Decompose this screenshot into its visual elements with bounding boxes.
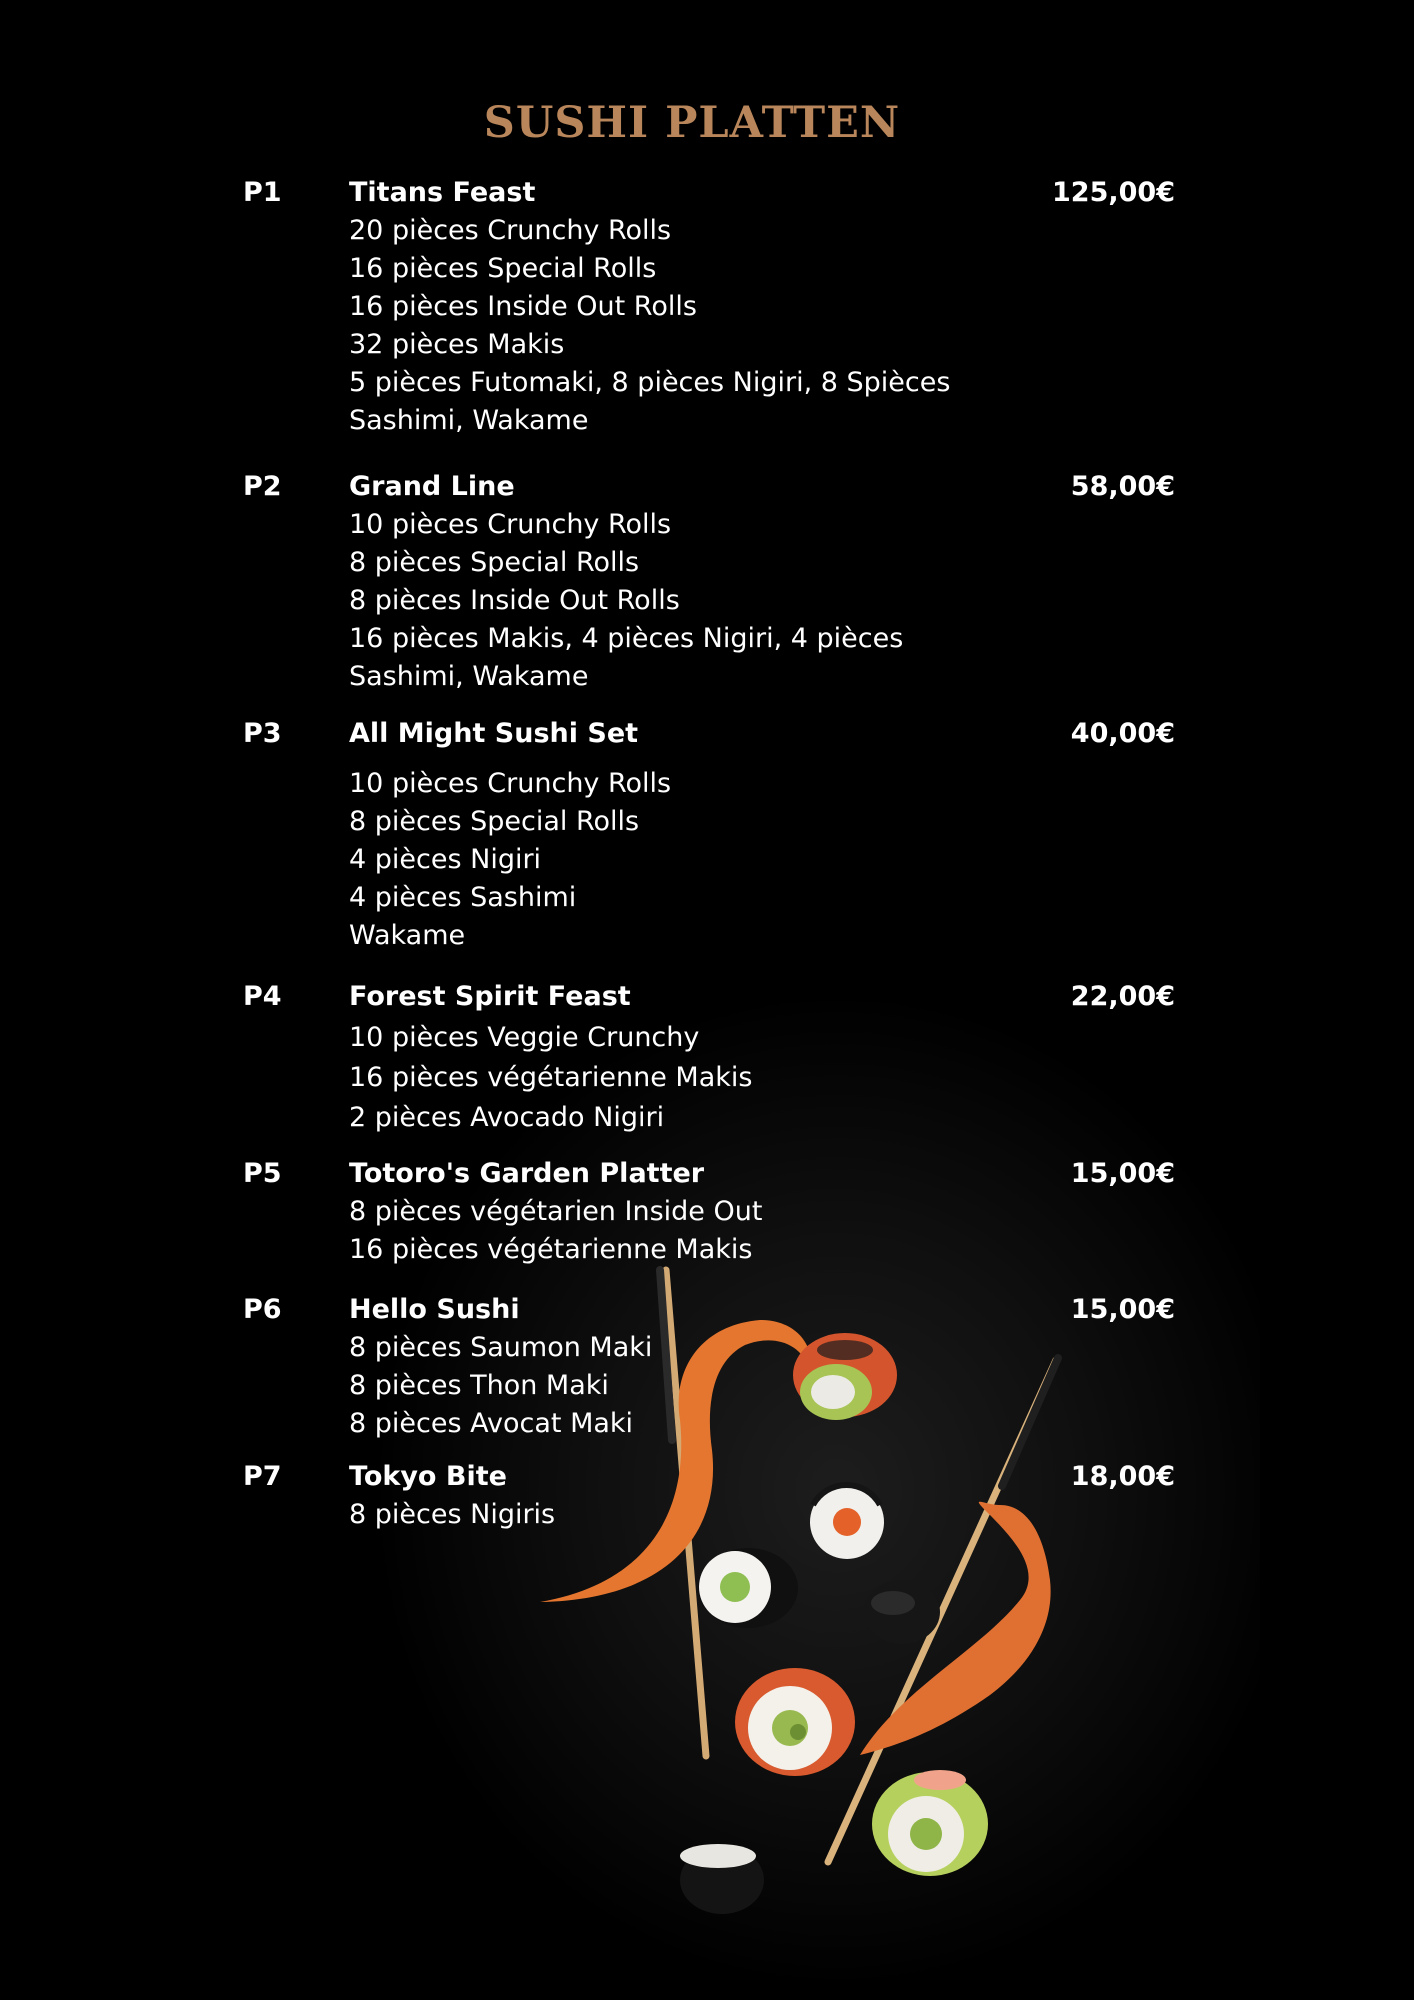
item-code: P2 [243,471,282,502]
description-line: 16 pièces Inside Out Rolls [349,291,697,322]
description-line: 4 pièces Sashimi [349,882,577,913]
description-line: 10 pièces Crunchy Rolls [349,768,672,799]
description-line: 10 pièces Veggie Crunchy [349,1022,700,1053]
item-price: 15,00€ [1070,1294,1175,1325]
item-code: P5 [243,1158,282,1189]
description-line: 8 pièces Avocat Maki [349,1408,634,1439]
item-description [349,1329,989,1443]
description-line: 16 pièces Makis, 4 pièces Nigiri, 4 pièces [349,623,904,654]
item-description [349,1496,989,1534]
description-line: 8 pièces Special Rolls [349,547,640,578]
item-description [349,212,989,440]
description-line: Sashimi, Wakame [349,661,589,692]
item-code: P3 [243,718,282,749]
description-line: 8 pièces Nigiris [349,1499,556,1530]
item-name: Tokyo Bite [349,1461,507,1492]
description-line: 16 pièces Special Rolls [349,253,657,284]
description-line: 8 pièces Special Rolls [349,806,640,837]
item-price: 15,00€ [1070,1158,1175,1189]
item-description [349,1018,989,1138]
item-code: P4 [243,981,282,1012]
description-line: Sashimi, Wakame [349,405,589,436]
item-name: Titans Feast [349,177,536,208]
description-line: 2 pièces Avocado Nigiri [349,1102,665,1133]
item-price: 58,00€ [1070,471,1175,502]
item-name: Forest Spirit Feast [349,981,631,1012]
description-line: 8 pièces Saumon Maki [349,1332,653,1363]
description-line: 32 pièces Makis [349,329,565,360]
description-line: 8 pièces végétarien Inside Out [349,1196,763,1227]
description-line: 20 pièces Crunchy Rolls [349,215,672,246]
item-code: P1 [243,177,282,208]
description-line: 4 pièces Nigiri [349,844,542,875]
description-line: 16 pièces végétarienne Makis [349,1062,753,1093]
item-price: 125,00€ [1052,177,1175,208]
item-name: Grand Line [349,471,515,502]
item-code: P7 [243,1461,282,1492]
description-line: 8 pièces Thon Maki [349,1370,609,1401]
item-price: 18,00€ [1070,1461,1175,1492]
item-name: Totoro's Garden Platter [349,1158,705,1189]
item-code: P6 [243,1294,282,1325]
item-description [349,506,989,696]
description-line: 8 pièces Inside Out Rolls [349,585,680,616]
description-line: 5 pièces Futomaki, 8 pièces Nigiri, 8 Spièces [349,367,951,398]
item-price: 22,00€ [1070,981,1175,1012]
item-name: Hello Sushi [349,1294,520,1325]
item-description [349,1193,989,1269]
item-description [349,765,989,955]
item-name: All Might Sushi Set [349,718,639,749]
item-price: 40,00€ [1070,718,1175,749]
description-line: 10 pièces Crunchy Rolls [349,509,672,540]
description-line: Wakame [349,920,466,951]
description-line: 16 pièces végétarienne Makis [349,1234,753,1265]
page-title: SUSHI PLATTEN [483,98,901,148]
